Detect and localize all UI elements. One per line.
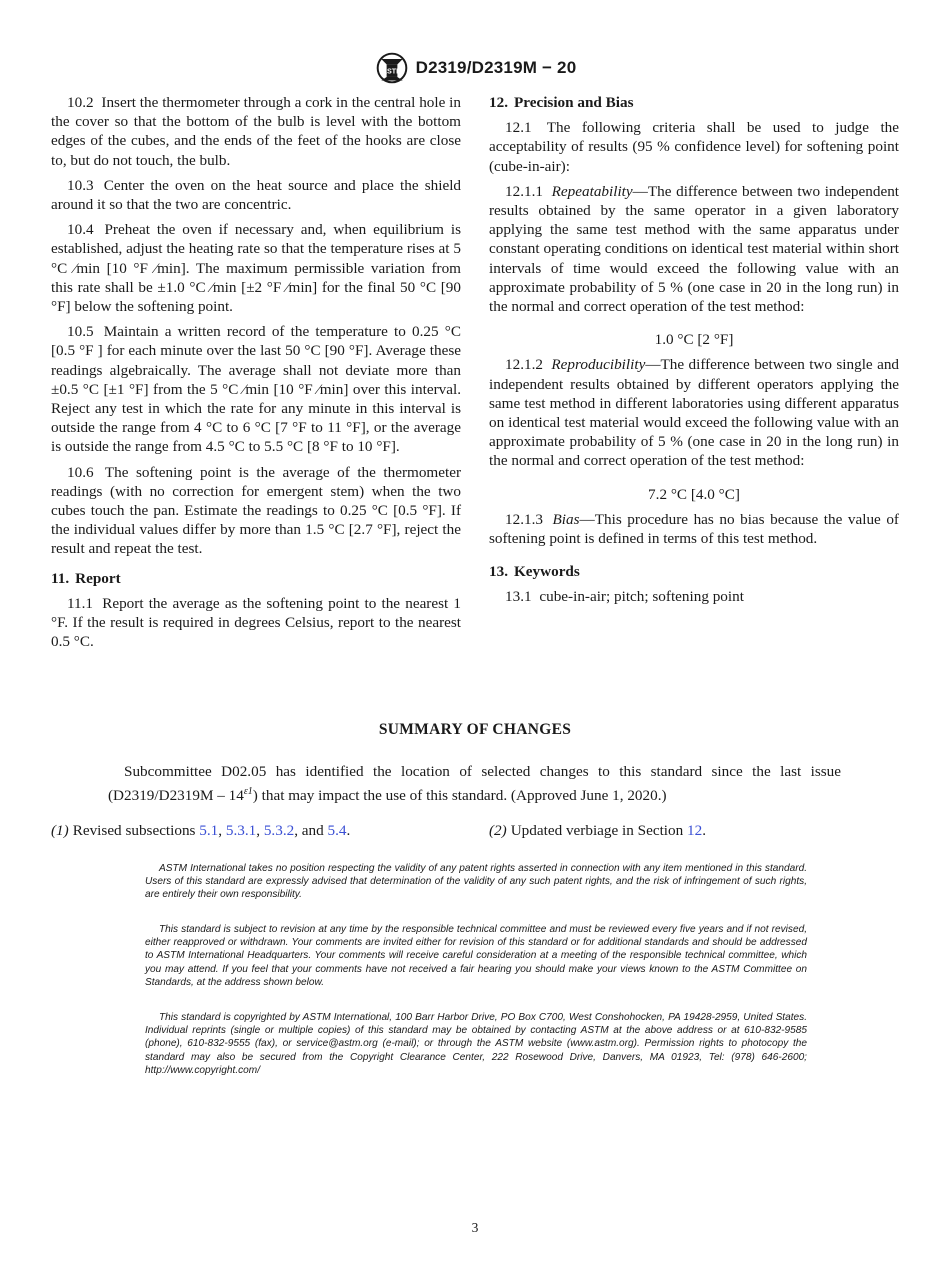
paragraph-10-2: 10.2 Insert the thermometer through a cork in the central hole in the cover so that the bottom of the bulb is level with the bottom edges of the cubes, and the ends of the feet of the hooks are close to, but do not touch, the bulb. — [51, 94, 461, 169]
paragraph-12-1-3: 12.1.3 Bias—This procedure has no bias because the value of softening point is defined in terms of this test method. — [489, 510, 899, 548]
section-heading-keywords: 13. Keywords — [489, 563, 580, 581]
paragraph-10-4: 10.4 Preheat the oven if necessary and, when equilibrium is established, adjust the heating rate so that the temperature rises at 5 °C ⁄min [10 °F ⁄min]. The maximum permissible variation from this rate shall be ±1.0 °C ⁄min [±2 °F ⁄min] for the final 50 °C [90 °F] below the softening point. — [51, 221, 461, 316]
svg-text:ASTM: ASTM — [381, 67, 402, 76]
paragraph-10-6: 10.6 The softening point is the average of the thermometer readings (with no correction for emergent stem) when the two cubes touch the pan. Estimate the readings to 0.25 °C [0.5 °F]. If the individual values differ by more than 1.5 °C [2.7 °F], reject the result and repeat the test. — [51, 463, 461, 558]
revision-notice: This standard is subject to revision at any time by the responsible technical committee and must be reviewed every five years and if not revised, either reapproved or withdrawn. Your comments are invited either for revision of this standard or for additional standards and should be addressed to ASTM International Headquarters. Your comments will receive careful consideration at a meeting of the responsible technical committee, which you may attend. If you feel that your comments have not received a fair hearing you should make your views known to the ASTM Committee on Standards, at the address shown below. — [145, 924, 807, 988]
link-5-3-1[interactable]: 5.3.1 — [225, 822, 257, 839]
copyright-notice: This standard is copyrighted by ASTM International, 100 Barr Harbor Drive, PO Box C700, West Conshohocken, PA 19428-2959, United States. Individual reprints (single or multiple copies) of this standard may be obtained by contacting ASTM at the above address or at 610-832-9585 (phone), 610-832-9555 (fax), or service@astm.org (e-mail); or through the ASTM website (www.astm.org). Permission rights to photocopy the standard may also be secured from the Copyright Clearance Center, 222 Rosewood Drive, Danvers, MA 01923, Tel: (978) 646-2600; http://www.copyright.com/ — [145, 1012, 807, 1076]
link-5-1[interactable]: 5.1 — [199, 822, 219, 839]
paragraph-11-1: 11.1 Report the average as the softening point to the nearest 1 °F. If the result is required in degrees Celsius, report to the nearest 0.5 °C. — [51, 594, 462, 651]
change-item-2: (2) Updated verbiage in Section 12. — [489, 822, 706, 839]
change-item-1: (1) Revised subsections 5.1, 5.3.1, 5.3.2, and 5.4. — [51, 822, 351, 839]
paragraph-10-5: 10.5 Maintain a written record of the temperature to 0.25 °C [0.5 °F ] for each minute over the last 50 °C [90 °F]. Average these readings algebraically. The average shall not deviate more than ±0.5 °C [±1 °F] from the 5 °C ⁄min [10 °F ⁄min] over this interval. Reject any test in which the rate for any minute in this interval is outside the range from 4 °C to 6 °C [7 °F to 11 °F], or the average is outside the range from 4.5 °C to 5.5 °C [8 °F to 10 °F]. — [51, 323, 461, 456]
paragraph-12-1: 12.1 The following criteria shall be used to judge the acceptability of results (95 % confidence level) for softening point (cube-in-air): — [489, 119, 899, 175]
page-number: 3 — [471, 1220, 479, 1235]
reproducibility-value: 7.2 °C [4.0 °C] — [648, 485, 740, 503]
summary-text: Subcommittee D02.05 has identified the location of selected changes to this standard since the last issue $(D2319/D2319M - 14^{\varepsilon 1})$ that may impact the use of this standard. (Approved June 1, 2020.) — [108, 763, 841, 804]
paragraph-12-1-1: 12.1.1 Repeatability—The difference between two independent results obtained by the same operator in a given laboratory applying the same test method with the same apparatus under constant operating conditions on identical test material within short intervals of time would exceed the following value with an approximate probability of 5 % (one case in 20 in the long run) in the normal and correct operation of the test method: — [489, 182, 900, 316]
left-column — [51, 93, 461, 657]
link-5-3-2[interactable]: 5.3.2 — [263, 822, 295, 839]
repeatability-value: 1.0 °C [2 °F] — [654, 331, 734, 349]
paragraph-10-3: 10.3 Center the oven on the heat source and place the shield around it so that the two are concentric. — [51, 176, 462, 214]
document-designation: D2319/D2319M − 20 — [415, 58, 577, 77]
paragraph-12-1-2: 12.1.2 Reproducibility—The difference between two single and independent results obtained by different operators applying the same test method in different laboratories using different apparatus on identical test material would exceed the following value with an approximate probability of 5 % (one case in 20 in the long run) in the normal and correct operation of the test method: — [489, 356, 900, 470]
astm-logo-icon — [374, 51, 410, 85]
page-header — [0, 50, 950, 86]
patent-notice: ASTM International takes no position respecting the validity of any patent rights asserted in connection with any item mentioned in this standard. Users of this standard are expressly advised that determination of the validity of any such patent rights, and the risk of infringement of such rights, are entirely their own responsibility. — [145, 863, 807, 901]
section-heading-precision-bias: 12. Precision and Bias — [489, 94, 634, 111]
right-column — [489, 93, 899, 613]
link-section-12[interactable]: 12 — [687, 822, 703, 839]
link-5-4[interactable]: 5.4 — [327, 822, 347, 839]
summary-of-changes-title: SUMMARY OF CHANGES — [378, 721, 572, 738]
paragraph-13-1: 13.1 cube-in-air; pitch; softening point — [505, 588, 744, 606]
section-heading-report: 11. Report — [51, 569, 121, 587]
